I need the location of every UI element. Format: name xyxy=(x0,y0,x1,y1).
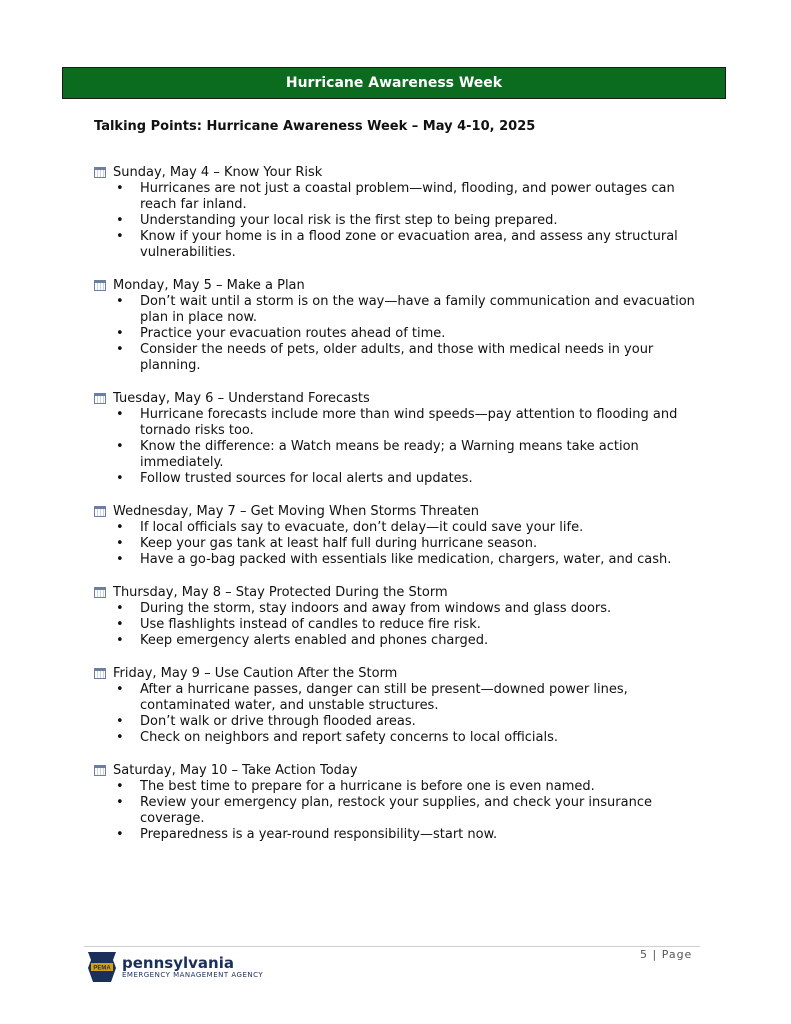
calendar-icon xyxy=(94,506,106,517)
day-section-wednesday xyxy=(94,503,714,568)
calendar-icon xyxy=(94,167,106,178)
day-heading: Tuesday, May 6 – Understand Forecasts xyxy=(113,391,370,406)
calendar-icon xyxy=(94,765,106,776)
list-item: • Preparedness is a year-round responsibility—start now. xyxy=(116,827,714,843)
calendar-icon xyxy=(94,587,106,598)
pema-logo xyxy=(86,950,263,984)
list-item: • Have a go-bag packed with essentials like medication, chargers, water, and cash. xyxy=(116,552,714,568)
list-item: • Practice your evacuation routes ahead of time. xyxy=(116,326,714,342)
logo-main-text: pennsylvania xyxy=(122,954,234,972)
day-section-friday xyxy=(94,665,714,746)
list-item: • Check on neighbors and report safety concerns to local officials. xyxy=(116,730,714,746)
list-item: • Follow trusted sources for local alerts and updates. xyxy=(116,471,714,487)
day-section-saturday xyxy=(94,762,714,843)
calendar-icon xyxy=(94,280,106,291)
logo-badge: PEMA xyxy=(93,965,111,972)
list-item: • Don’t walk or drive through flooded areas. xyxy=(116,714,714,730)
day-heading: Wednesday, May 7 – Get Moving When Storms Threaten xyxy=(113,504,479,519)
day-heading: Thursday, May 8 – Stay Protected During the Storm xyxy=(113,585,448,600)
list-item: • Review your emergency plan, restock your supplies, and check your insurance coverage. xyxy=(116,795,714,827)
list-item: • Know if your home is in a flood zone or evacuation area, and assess any structural vulnerabilities. xyxy=(116,229,714,261)
page-number: 5 | Page xyxy=(640,948,693,961)
calendar-icon xyxy=(94,668,106,679)
keystone-icon xyxy=(86,950,118,984)
list-item: • Keep emergency alerts enabled and phones charged. xyxy=(116,633,714,649)
day-heading: Friday, May 9 – Use Caution After the Storm xyxy=(113,666,398,681)
talking-points-list xyxy=(94,164,714,859)
list-item: • Consider the needs of pets, older adults, and those with medical needs in your planning. xyxy=(116,342,714,374)
footer-divider xyxy=(84,946,700,947)
list-item: • The best time to prepare for a hurricane is before one is even named. xyxy=(116,779,714,795)
day-section-tuesday xyxy=(94,390,714,487)
day-section-sunday xyxy=(94,164,714,261)
day-section-thursday xyxy=(94,584,714,649)
document-subtitle: Talking Points: Hurricane Awareness Week – May 4-10, 2025 xyxy=(94,119,536,134)
list-item: • Hurricanes are not just a coastal problem—wind, flooding, and power outages can reach far inland. xyxy=(116,181,714,213)
list-item: • After a hurricane passes, danger can still be present—downed power lines, contaminated water, and unstable structures. xyxy=(116,682,714,714)
banner-title: Hurricane Awareness Week xyxy=(285,75,503,91)
logo-sub-text: EMERGENCY MANAGEMENT AGENCY xyxy=(122,971,264,979)
list-item: • During the storm, stay indoors and away from windows and glass doors. xyxy=(116,601,714,617)
list-item: • If local officials say to evacuate, don’t delay—it could save your life. xyxy=(116,520,714,536)
list-item: • Understanding your local risk is the first step to being prepared. xyxy=(116,213,714,229)
day-heading: Saturday, May 10 – Take Action Today xyxy=(113,763,358,778)
day-heading: Monday, May 5 – Make a Plan xyxy=(113,278,305,293)
title-banner xyxy=(62,67,726,99)
list-item: • Keep your gas tank at least half full during hurricane season. xyxy=(116,536,714,552)
day-heading: Sunday, May 4 – Know Your Risk xyxy=(113,165,323,180)
calendar-icon xyxy=(94,393,106,404)
list-item: • Know the difference: a Watch means be ready; a Warning means take action immediately. xyxy=(116,439,714,471)
day-section-monday xyxy=(94,277,714,374)
list-item: • Hurricane forecasts include more than wind speeds—pay attention to flooding and tornado risks too. xyxy=(116,407,714,439)
list-item: • Don’t wait until a storm is on the way—have a family communication and evacuation plan in place now. xyxy=(116,294,714,326)
list-item: • Use flashlights instead of candles to reduce fire risk. xyxy=(116,617,714,633)
